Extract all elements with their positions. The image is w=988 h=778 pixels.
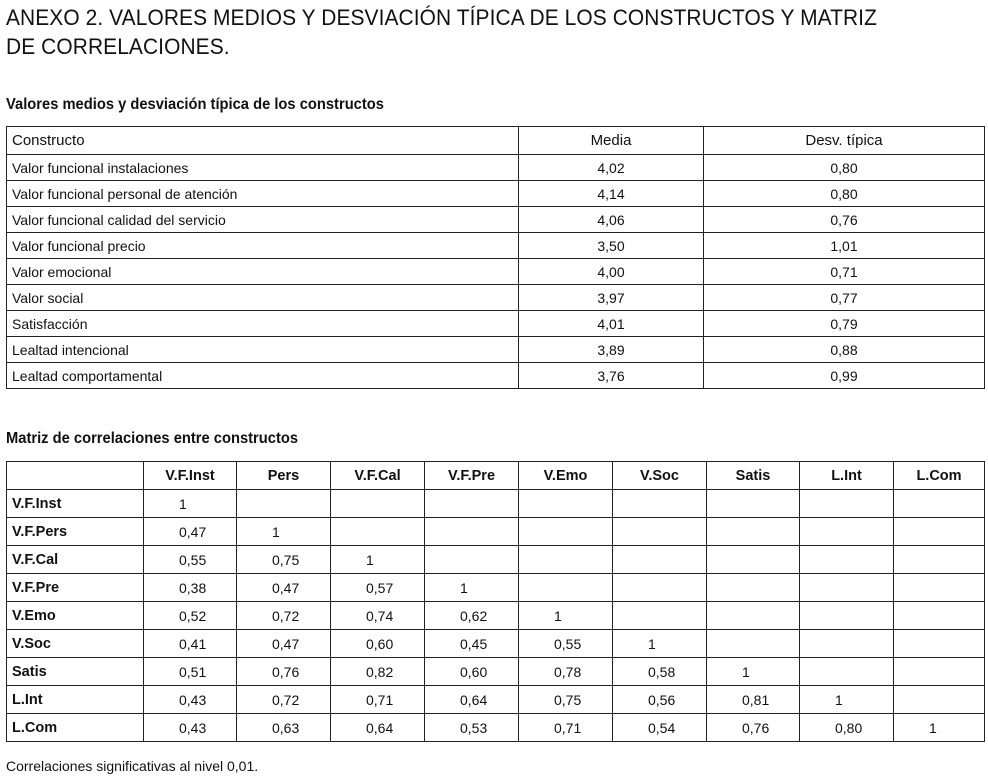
table-row — [7, 181, 985, 207]
correlation-cell: 0,60 — [425, 658, 519, 686]
correlation-cell: 0,41 — [144, 630, 237, 658]
correlation-cell — [800, 490, 894, 518]
correlation-cell — [707, 602, 800, 630]
correlation-cell — [800, 546, 894, 574]
correlation-cell: 0,71 — [519, 714, 613, 742]
correlation-cell — [613, 546, 707, 574]
correlation-cell: 0,64 — [425, 686, 519, 714]
correlation-cell: 1 — [331, 546, 425, 574]
row-header-cell: V.Soc — [7, 630, 144, 658]
mean-cell: 4,00 — [519, 259, 704, 285]
table-row — [7, 155, 985, 181]
correlation-cell — [519, 490, 613, 518]
page-title: ANEXO 2. VALORES MEDIOS Y DESVIACIÓN TÍPICA DE LOS CONSTRUCTOS Y MATRIZ DE CORRELACIONES. — [6, 5, 877, 59]
correlation-cell: 0,75 — [519, 686, 613, 714]
correlation-cell: 0,47 — [237, 574, 331, 602]
correlation-cell — [707, 518, 800, 546]
means-table — [6, 126, 985, 389]
correlation-cell — [707, 574, 800, 602]
correlation-cell — [800, 602, 894, 630]
correlation-cell — [894, 686, 985, 714]
correlation-cell: 0,78 — [519, 658, 613, 686]
construct-name-cell: Valor funcional instalaciones — [7, 155, 519, 181]
correlation-cell: 0,80 — [800, 714, 894, 742]
correlation-cell — [800, 630, 894, 658]
correlation-cell: 0,45 — [425, 630, 519, 658]
correlation-cell — [519, 574, 613, 602]
correlation-cell — [331, 490, 425, 518]
table-row — [7, 602, 985, 630]
construct-name-cell: Valor funcional calidad del servicio — [7, 207, 519, 233]
std-dev-cell: 0,76 — [704, 207, 985, 233]
correlation-cell — [707, 630, 800, 658]
correlation-cell — [707, 490, 800, 518]
mean-cell: 3,50 — [519, 233, 704, 259]
table-row — [7, 574, 985, 602]
table-row — [7, 518, 985, 546]
column-header-cell: V.Soc — [613, 462, 707, 490]
mean-cell: 3,76 — [519, 363, 704, 389]
correlation-cell — [894, 630, 985, 658]
correlation-cell — [894, 518, 985, 546]
correlation-cell: 0,43 — [144, 714, 237, 742]
row-header-cell: V.F.Pre — [7, 574, 144, 602]
correlation-cell: 0,72 — [237, 602, 331, 630]
correlation-cell: 1 — [800, 686, 894, 714]
construct-name-cell: Valor funcional personal de atención — [7, 181, 519, 207]
correlation-cell — [331, 518, 425, 546]
correlation-cell — [425, 518, 519, 546]
std-dev-cell: 0,99 — [704, 363, 985, 389]
correlation-cell: 0,81 — [707, 686, 800, 714]
correlation-cell — [894, 490, 985, 518]
construct-name-cell: Valor funcional precio — [7, 233, 519, 259]
section-title-correlations: Matriz de correlaciones entre constructos — [6, 430, 299, 447]
table-row — [7, 658, 985, 686]
correlation-cell: 0,75 — [237, 546, 331, 574]
construct-name-cell: Lealtad intencional — [7, 337, 519, 363]
mean-cell: 4,06 — [519, 207, 704, 233]
mean-cell: 3,97 — [519, 285, 704, 311]
column-header-cell: Pers — [237, 462, 331, 490]
correlation-cell — [613, 574, 707, 602]
correlation-cell: 0,64 — [331, 714, 425, 742]
correlation-cell: 0,51 — [144, 658, 237, 686]
section-title-means: Valores medios y desviación típica de los constructos — [6, 96, 384, 113]
table-row — [7, 233, 985, 259]
correlation-cell — [894, 574, 985, 602]
correlation-cell — [894, 602, 985, 630]
table-row — [7, 686, 985, 714]
correlation-cell — [425, 490, 519, 518]
means-table-header — [7, 127, 985, 155]
header-media: Media — [519, 127, 704, 155]
correlation-cell — [894, 546, 985, 574]
correlation-cell: 0,71 — [331, 686, 425, 714]
correlation-cell — [237, 490, 331, 518]
correlation-cell: 0,76 — [237, 658, 331, 686]
correlation-cell — [894, 658, 985, 686]
correlation-cell: 1 — [707, 658, 800, 686]
correlation-cell: 0,82 — [331, 658, 425, 686]
row-header-cell: L.Int — [7, 686, 144, 714]
row-header-cell: Satis — [7, 658, 144, 686]
mean-cell: 4,02 — [519, 155, 704, 181]
correlation-cell: 0,58 — [613, 658, 707, 686]
std-dev-cell: 0,88 — [704, 337, 985, 363]
correlation-cell: 0,52 — [144, 602, 237, 630]
correlation-cell: 1 — [613, 630, 707, 658]
correlation-cell: 0,38 — [144, 574, 237, 602]
correlation-cell: 0,72 — [237, 686, 331, 714]
correlation-cell — [707, 546, 800, 574]
correlation-cell — [519, 518, 613, 546]
table-row — [7, 490, 985, 518]
correlation-cell: 0,74 — [331, 602, 425, 630]
table-row — [7, 207, 985, 233]
correlation-matrix-table — [6, 461, 985, 742]
table-row — [7, 337, 985, 363]
correlation-cell: 0,47 — [144, 518, 237, 546]
table-row — [7, 363, 985, 389]
column-header-cell: L.Int — [800, 462, 894, 490]
correlation-cell — [800, 574, 894, 602]
header-constructo: Constructo — [7, 127, 519, 155]
correlation-cell — [519, 546, 613, 574]
correlation-cell: 0,57 — [331, 574, 425, 602]
correlation-cell: 0,43 — [144, 686, 237, 714]
correlation-cell: 0,55 — [144, 546, 237, 574]
correlation-cell: 1 — [519, 602, 613, 630]
footnote: Correlaciones significativas al nivel 0,01. — [6, 758, 259, 774]
row-header-cell: V.F.Cal — [7, 546, 144, 574]
table-row — [7, 311, 985, 337]
correlation-cell: 0,56 — [613, 686, 707, 714]
correlation-cell — [800, 518, 894, 546]
std-dev-cell: 0,77 — [704, 285, 985, 311]
table-row — [7, 285, 985, 311]
correlation-cell: 0,54 — [613, 714, 707, 742]
corner-header-cell — [7, 462, 144, 490]
column-header-cell: V.F.Inst — [144, 462, 237, 490]
column-header-cell: V.F.Cal — [331, 462, 425, 490]
row-header-cell: V.F.Inst — [7, 490, 144, 518]
correlation-cell: 1 — [894, 714, 985, 742]
correlation-cell: 0,62 — [425, 602, 519, 630]
mean-cell: 4,01 — [519, 311, 704, 337]
means-table-body — [7, 155, 985, 389]
construct-name-cell: Satisfacción — [7, 311, 519, 337]
construct-name-cell: Valor emocional — [7, 259, 519, 285]
correlation-cell: 0,47 — [237, 630, 331, 658]
table-row — [7, 714, 985, 742]
mean-cell: 3,89 — [519, 337, 704, 363]
std-dev-cell: 0,80 — [704, 155, 985, 181]
mean-cell: 4,14 — [519, 181, 704, 207]
correlation-cell: 0,55 — [519, 630, 613, 658]
row-header-cell: V.F.Pers — [7, 518, 144, 546]
correlation-table-body — [7, 490, 985, 742]
correlation-cell — [613, 490, 707, 518]
correlation-cell — [800, 658, 894, 686]
std-dev-cell: 0,71 — [704, 259, 985, 285]
row-header-cell: V.Emo — [7, 602, 144, 630]
correlation-cell: 0,60 — [331, 630, 425, 658]
std-dev-cell: 1,01 — [704, 233, 985, 259]
construct-name-cell: Valor social — [7, 285, 519, 311]
correlation-cell: 1 — [237, 518, 331, 546]
header-desv-tipica: Desv. típica — [704, 127, 985, 155]
correlation-cell: 1 — [425, 574, 519, 602]
column-header-cell: V.F.Pre — [425, 462, 519, 490]
std-dev-cell: 0,80 — [704, 181, 985, 207]
correlation-cell: 0,76 — [707, 714, 800, 742]
std-dev-cell: 0,79 — [704, 311, 985, 337]
correlation-cell: 0,63 — [237, 714, 331, 742]
column-header-cell: V.Emo — [519, 462, 613, 490]
table-row — [7, 630, 985, 658]
correlation-cell: 1 — [144, 490, 237, 518]
correlation-cell — [613, 518, 707, 546]
table-row — [7, 546, 985, 574]
column-header-cell: L.Com — [894, 462, 985, 490]
construct-name-cell: Lealtad comportamental — [7, 363, 519, 389]
correlation-cell: 0,53 — [425, 714, 519, 742]
correlation-cell — [425, 546, 519, 574]
correlation-cell — [613, 602, 707, 630]
column-header-cell: Satis — [707, 462, 800, 490]
table-row — [7, 259, 985, 285]
correlation-table-header — [7, 462, 985, 490]
row-header-cell: L.Com — [7, 714, 144, 742]
